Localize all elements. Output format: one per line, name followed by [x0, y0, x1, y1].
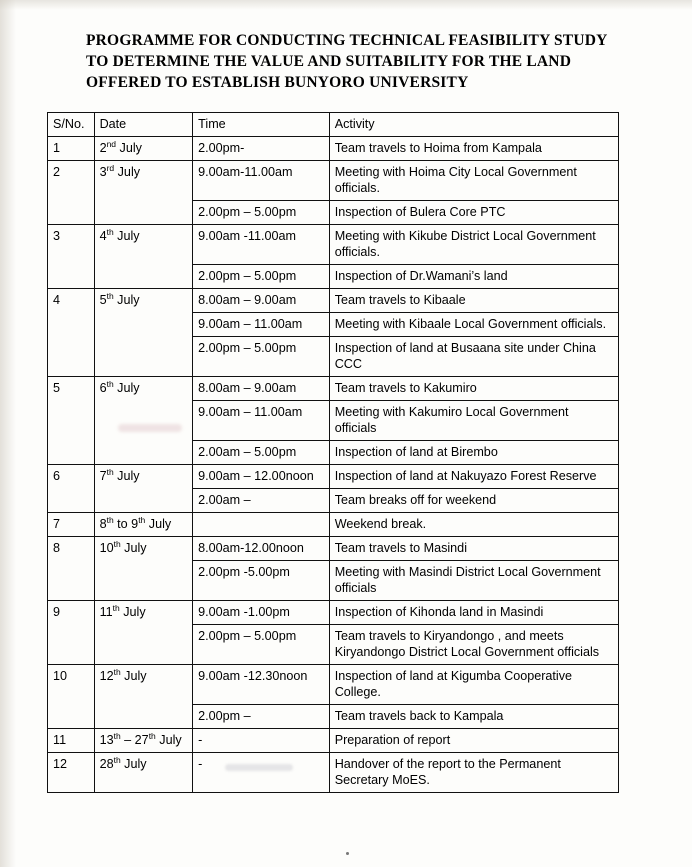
column-header-date: Date	[94, 113, 193, 137]
cell-sno: 7	[48, 513, 95, 537]
table-row	[48, 665, 619, 705]
cell-date: 7th July	[94, 465, 193, 513]
cell-activity: Weekend break.	[329, 513, 618, 537]
cell-activity: Team travels to Kiryandongo , and meets Kiryandongo District Local Government officials	[329, 625, 618, 665]
column-header-activity: Activity	[329, 113, 618, 137]
cell-time: 8.00am – 9.00am	[193, 289, 330, 313]
table-row	[48, 377, 619, 401]
cell-activity: Inspection of Kihonda land in Masindi	[329, 601, 618, 625]
column-header-sno: S/No.	[48, 113, 95, 137]
cell-time: -	[193, 753, 330, 793]
cell-sno: 2	[48, 161, 95, 225]
cell-activity: Team travels to Hoima from Kampala	[329, 137, 618, 161]
cell-activity: Handover of the report to the Permanent Secretary MoES.	[329, 753, 618, 793]
cell-date: 2nd July	[94, 137, 193, 161]
cell-time: 2.00pm – 5.00pm	[193, 265, 330, 289]
cell-time: 2.00pm – 5.00pm	[193, 201, 330, 225]
table-row	[48, 289, 619, 313]
cell-time: 2.00pm-	[193, 137, 330, 161]
paper-smudge-2	[225, 764, 293, 771]
page-title	[86, 30, 616, 93]
table-row	[48, 753, 619, 793]
cell-activity: Meeting with Masindi District Local Government officials	[329, 561, 618, 601]
cell-sno: 12	[48, 753, 95, 793]
cell-time: 2.00am – 5.00pm	[193, 441, 330, 465]
table-row	[48, 513, 619, 537]
table-row	[48, 161, 619, 201]
cell-sno: 11	[48, 729, 95, 753]
cell-activity: Inspection of land at Nakuyazo Forest Reserve	[329, 465, 618, 489]
cell-activity: Inspection of Bulera Core PTC	[329, 201, 618, 225]
cell-date: 11th July	[94, 601, 193, 665]
cell-time: 8.00am-12.00noon	[193, 537, 330, 561]
cell-time: 8.00am – 9.00am	[193, 377, 330, 401]
page-edge-shadow-left	[0, 0, 16, 867]
cell-activity: Inspection of Dr.Wamani’s land	[329, 265, 618, 289]
table-row	[48, 729, 619, 753]
cell-date: 5th July	[94, 289, 193, 377]
programme-table	[47, 112, 619, 793]
cell-activity: Team travels to Kakumiro	[329, 377, 618, 401]
table-row	[48, 601, 619, 625]
cell-time: 9.00am – 12.00noon	[193, 465, 330, 489]
cell-activity: Team travels back to Kampala	[329, 705, 618, 729]
cell-activity: Inspection of land at Busaana site under China CCC	[329, 337, 618, 377]
cell-time: 9.00am – 11.00am	[193, 401, 330, 441]
cell-sno: 1	[48, 137, 95, 161]
cell-activity: Inspection of land at Kigumba Cooperative College.	[329, 665, 618, 705]
cell-sno: 10	[48, 665, 95, 729]
cell-date: 6th July	[94, 377, 193, 465]
table-body	[48, 137, 619, 793]
table-row	[48, 465, 619, 489]
cell-time: 9.00am -12.30noon	[193, 665, 330, 705]
column-header-time: Time	[193, 113, 330, 137]
cell-time: 2.00pm -5.00pm	[193, 561, 330, 601]
paper-smudge	[118, 424, 182, 432]
table-header-row	[48, 113, 619, 137]
table-row	[48, 137, 619, 161]
cell-time: 2.00pm – 5.00pm	[193, 625, 330, 665]
cell-date: 13th – 27th July	[94, 729, 193, 753]
cell-activity: Preparation of report	[329, 729, 618, 753]
cell-time: -	[193, 729, 330, 753]
page-edge-shadow-top	[0, 0, 692, 10]
cell-date: 3rd July	[94, 161, 193, 225]
cell-time: 9.00am -11.00am	[193, 225, 330, 265]
cell-time: 2.00am –	[193, 489, 330, 513]
cell-time: 2.00pm – 5.00pm	[193, 337, 330, 377]
cell-activity: Meeting with Hoima City Local Government officials.	[329, 161, 618, 201]
cell-time: 2.00pm –	[193, 705, 330, 729]
cell-date: 28th July	[94, 753, 193, 793]
cell-sno: 5	[48, 377, 95, 465]
title-line-2: TO DETERMINE THE VALUE AND SUITABILITY FOR THE LAND	[86, 53, 572, 70]
title-line-3: OFFERED TO ESTABLISH BUNYORO UNIVERSITY	[86, 74, 469, 91]
cell-sno: 9	[48, 601, 95, 665]
cell-time: 9.00am – 11.00am	[193, 313, 330, 337]
cell-activity: Team travels to Masindi	[329, 537, 618, 561]
cell-sno: 3	[48, 225, 95, 289]
cell-activity: Meeting with Kakumiro Local Government officials	[329, 401, 618, 441]
title-line-1: PROGRAMME FOR CONDUCTING TECHNICAL FEASIBILITY STUDY	[86, 32, 608, 49]
cell-activity: Inspection of land at Birembo	[329, 441, 618, 465]
cell-activity: Meeting with Kibaale Local Government officials.	[329, 313, 618, 337]
cell-time: 9.00am -1.00pm	[193, 601, 330, 625]
cell-time	[193, 513, 330, 537]
cell-date: 4th July	[94, 225, 193, 289]
cell-sno: 6	[48, 465, 95, 513]
cell-date: 10th July	[94, 537, 193, 601]
table-row	[48, 225, 619, 265]
cell-activity: Meeting with Kikube District Local Government officials.	[329, 225, 618, 265]
cell-date: 8th to 9th July	[94, 513, 193, 537]
cell-sno: 4	[48, 289, 95, 377]
table-row	[48, 537, 619, 561]
cell-activity: Team travels to Kibaale	[329, 289, 618, 313]
cell-activity: Team breaks off for weekend	[329, 489, 618, 513]
page-dot-mark	[346, 852, 349, 855]
cell-time: 9.00am-11.00am	[193, 161, 330, 201]
cell-date: 12th July	[94, 665, 193, 729]
cell-sno: 8	[48, 537, 95, 601]
